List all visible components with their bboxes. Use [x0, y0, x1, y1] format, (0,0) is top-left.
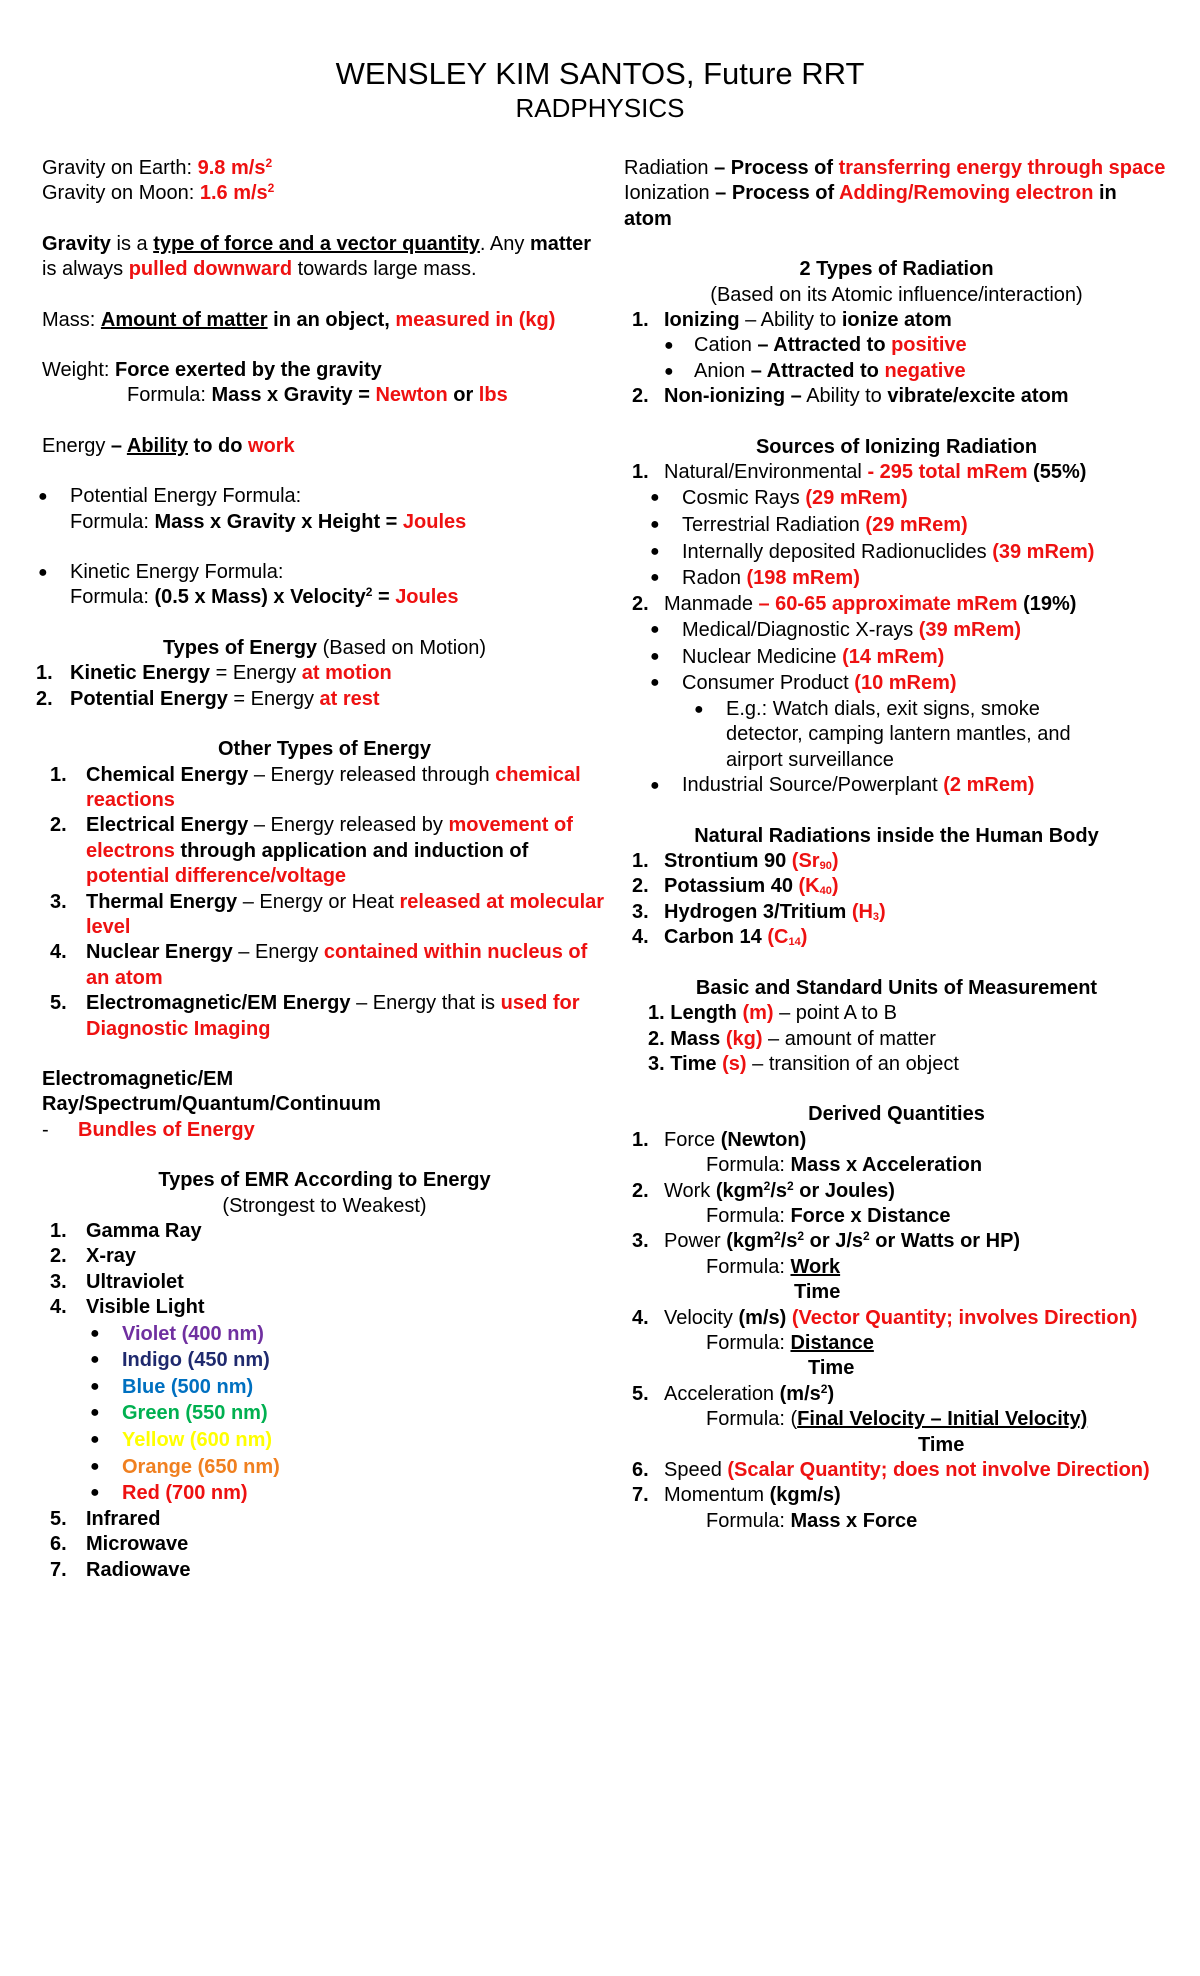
derived-acceleration: 5. Acceleration $(m/s^2)$ — [632, 1381, 835, 1405]
emr-label: Ultraviolet — [86, 1270, 184, 1293]
list-number: 2. — [50, 814, 67, 837]
symbol-close: ) — [831, 850, 839, 873]
bullet-icon: ● — [650, 542, 660, 560]
bullet-icon: ● — [90, 1484, 100, 1502]
types-of-energy-list — [36, 661, 607, 712]
source-item — [624, 539, 1169, 566]
list-number: 2. — [36, 687, 53, 710]
bullet-icon: ● — [90, 1351, 100, 1369]
list-number: 1. — [50, 763, 67, 786]
element-symbol — [799, 875, 839, 897]
visible-light-item — [42, 1480, 607, 1507]
list-number: 5. — [50, 1507, 67, 1530]
energy-text: – Energy released through — [248, 763, 496, 786]
visible-light-item — [42, 1400, 607, 1427]
unit-item — [648, 1052, 1169, 1077]
list-number: 1. — [36, 662, 53, 685]
element-symbol — [792, 850, 839, 872]
units-list — [624, 1001, 1169, 1077]
bullet-icon: ● — [650, 777, 660, 795]
unit-label: 1. Length — [648, 1002, 743, 1025]
symbol-text: (Sr — [791, 850, 820, 873]
potential-energy-item: ● Potential Energy Formula: Formula: Mass x Gravity x Height = Joules — [38, 485, 467, 533]
ionizing-item: 1. Ionizing – Ability to ionize atom — [632, 309, 952, 332]
source-item — [624, 617, 1169, 644]
symbol-subscript: 40 — [819, 885, 832, 898]
work-formula: Formula: Force x Distance — [706, 1204, 951, 1227]
list-number: 2. — [632, 875, 649, 898]
derived-speed: 6. Speed (Scalar Quantity; does not involve Direction) — [632, 1459, 1150, 1481]
visible-light-item — [42, 1321, 607, 1348]
power-formula-denominator: Time — [794, 1281, 841, 1304]
derived-force: 1. Force (Newton) — [632, 1128, 807, 1151]
symbol-text: (K — [798, 875, 820, 898]
emr-item — [42, 1532, 607, 1557]
energy-highlight: potential difference/voltage — [86, 865, 347, 888]
unit-item — [648, 1027, 1169, 1052]
bullet-icon: ● — [650, 569, 660, 587]
visible-light-item — [42, 1374, 607, 1401]
list-number: 6. — [50, 1533, 67, 1556]
em-title: Electromagnetic/EM Ray/Spectrum/Quantum/Continuum — [42, 1067, 381, 1116]
kinetic-energy-item: ● Kinetic Energy Formula: Formula: (0.5 x Mass) x Velocity$^2$ = Joules — [38, 561, 459, 609]
energy-highlight: at motion — [301, 662, 392, 685]
energy-highlight: released at molecular level — [86, 890, 605, 938]
source-label: Terrestrial Radiation — [682, 514, 866, 537]
source-value: (14 mRem) — [842, 645, 945, 668]
consumer-example: ● E.g.: Watch dials, exit signs, smoke detector, camping lantern mantles, and airport surveillance — [694, 698, 1071, 771]
derived-work: 2. Work ($kgm^2/s^2$ or Joules) — [632, 1178, 895, 1202]
acceleration-formula-denominator: Time — [918, 1433, 965, 1456]
source-label: Radon — [682, 567, 747, 590]
list-number: 1. — [50, 1220, 67, 1242]
bullet-icon: ● — [650, 647, 660, 665]
symbol-subscript: 14 — [788, 936, 801, 949]
element-symbol — [852, 901, 886, 923]
source-item — [624, 485, 1169, 512]
unit-symbol: (m) — [742, 1002, 774, 1025]
body-radiation-heading: Natural Radiations inside the Human Body — [694, 824, 1099, 847]
emr-label: Radiowave — [86, 1558, 191, 1581]
sources-heading: Sources of Ionizing Radiation — [755, 435, 1038, 458]
emr-label: Microwave — [86, 1533, 189, 1556]
derived-power: 3. Power ($kgm^2/s^2$ or $J/s^2$ or Watts or HP) — [632, 1229, 1021, 1253]
energy-term: Chemical Energy — [86, 763, 249, 786]
energy-text: through application and induction of — [174, 839, 529, 862]
list-number: 7. — [50, 1558, 67, 1581]
source-value: (39 mRem) — [918, 619, 1022, 642]
energy-term: Electromagnetic/EM Energy — [86, 992, 351, 1015]
right-column — [624, 156, 1169, 1534]
bullet-icon: ● — [650, 621, 660, 639]
radiation-definition: Radiation – Process of transferring energy through space — [624, 157, 1166, 179]
types-energy-item — [36, 661, 607, 686]
bullet-icon: ● — [650, 489, 660, 507]
page-title: WENSLEY KIM SANTOS, Future RRT — [335, 56, 865, 91]
unit-desc: – transition of an object — [746, 1052, 959, 1075]
body-radiation-list — [624, 849, 1169, 951]
symbol-close: ) — [800, 926, 808, 949]
source-item — [624, 644, 1169, 671]
source-value: (10 mRem) — [854, 672, 957, 695]
bullet-icon: ● — [90, 1377, 100, 1395]
anion-item: ● Anion – Attracted to negative — [624, 359, 1169, 384]
bullet-icon: ● — [90, 1324, 100, 1342]
emr-item — [42, 1558, 607, 1583]
unit-label: 2. Mass — [648, 1027, 726, 1050]
acceleration-formula: Formula: (Final Velocity – Initial Velocity) — [706, 1408, 1088, 1431]
weight-formula: Formula: Mass x Gravity = Newton or lbs — [127, 384, 508, 407]
left-column — [36, 156, 607, 1583]
emr-label: Visible Light — [86, 1296, 205, 1319]
energy-highlight: at rest — [319, 687, 380, 710]
energy-text: – Energy — [232, 941, 324, 964]
symbol-text: (H — [851, 900, 873, 923]
other-energy-item — [42, 890, 607, 941]
element-label: Hydrogen 3/Tritium — [664, 900, 852, 923]
emr-item — [42, 1219, 607, 1244]
list-number: 3. — [50, 1270, 67, 1293]
energy-term: Nuclear Energy — [86, 941, 233, 964]
element-label: Potassium 40 — [664, 875, 799, 898]
visible-light-label: Violet (400 nm) — [122, 1322, 264, 1345]
bullet-icon: ● — [650, 516, 660, 534]
source-item — [624, 565, 1169, 592]
list-number: 4. — [632, 926, 649, 949]
body-radiation-item — [624, 874, 1169, 899]
other-energy-item — [42, 763, 607, 814]
emr-label: Infrared — [86, 1507, 161, 1530]
body-radiation-item — [624, 849, 1169, 874]
list-number: 3. — [632, 900, 649, 923]
other-energy-list — [42, 763, 607, 1042]
momentum-formula: Formula: Mass x Force — [706, 1509, 918, 1532]
types-radiation-subheading: (Based on its Atomic influence/interaction) — [710, 283, 1083, 306]
page-subtitle: RADPHYSICS — [515, 93, 685, 123]
em-description: - Bundles of Energy — [42, 1118, 255, 1141]
bullet-icon: ● — [90, 1404, 100, 1422]
list-number: 2. — [50, 1245, 67, 1268]
bullet-icon: ● — [38, 564, 48, 582]
symbol-subscript: 90 — [819, 860, 832, 873]
list-number: 4. — [50, 941, 67, 964]
visible-light-item — [42, 1454, 607, 1481]
derived-velocity: 4. Velocity (m/s) (Vector Quantity; involves Direction) — [632, 1306, 1138, 1329]
body-radiation-item — [624, 925, 1169, 950]
velocity-formula: Formula: Distance — [706, 1331, 874, 1354]
source-label: Cosmic Rays — [682, 487, 806, 510]
unit-label: 3. Time — [648, 1052, 723, 1075]
bullet-icon: ● — [664, 362, 674, 380]
emr-item — [42, 1507, 607, 1532]
source-value: (29 mRem) — [865, 514, 968, 537]
other-energy-item — [42, 813, 607, 889]
element-label: Carbon 14 — [664, 926, 768, 949]
element-symbol — [767, 926, 807, 948]
visible-light-label: Green (550 nm) — [122, 1402, 268, 1425]
bullet-icon: ● — [650, 674, 660, 692]
bullet-icon: ● — [90, 1431, 100, 1448]
list-number: 3. — [50, 890, 67, 913]
emr-list — [42, 1219, 607, 1583]
emr-item — [42, 1295, 607, 1320]
visible-light-item — [42, 1427, 607, 1454]
weight-definition: Weight: Force exerted by the gravity — [42, 359, 382, 382]
symbol-close: ) — [831, 875, 839, 898]
cation-item: ● Cation – Attracted to positive — [624, 333, 1169, 358]
source-label: Consumer Product — [682, 672, 855, 695]
source-item — [624, 512, 1169, 539]
energy-highlight: contained within nucleus of an atom — [86, 941, 588, 989]
power-formula: Formula: Work — [706, 1255, 841, 1278]
manmade-source-item: 2. Manmade – 60-65 approximate mRem (19%) — [632, 592, 1077, 615]
source-label: Internally deposited Radionuclides — [682, 540, 993, 563]
derived-heading: Derived Quantities — [808, 1103, 985, 1126]
visible-light-label: Orange (650 nm) — [122, 1455, 280, 1478]
bullet-icon: ● — [694, 701, 704, 719]
manmade-sources-list — [624, 617, 1169, 697]
unit-desc: – amount of matter — [762, 1027, 936, 1050]
gravity-moon: Gravity on Moon: 1.6 $m/s^2$ — [42, 181, 275, 205]
emr-types-subheading: (Strongest to Weakest) — [222, 1194, 427, 1217]
symbol-text: (C — [767, 926, 789, 949]
energy-text: – Energy released by — [248, 814, 449, 837]
unit-symbol: (s) — [722, 1052, 747, 1075]
industrial-source-item: ● Industrial Source/Powerplant (2 mRem) — [624, 773, 1169, 798]
energy-term: Kinetic Energy — [70, 662, 211, 685]
ionization-definition: Ionization – Process of Adding/Removing electron in atom — [624, 182, 1117, 230]
natural-source-item: 1. Natural/Environmental - 295 total mRem (55%) — [632, 461, 1087, 484]
unit-symbol: (kg) — [725, 1027, 763, 1050]
derived-momentum: 7. Momentum (kgm/s) — [632, 1484, 841, 1507]
source-label: Medical/Diagnostic X-rays — [682, 619, 919, 642]
bullet-icon: ● — [38, 488, 48, 506]
other-energy-item — [42, 940, 607, 991]
types-of-energy-heading: Types of Energy (Based on Motion) — [162, 636, 487, 659]
other-energy-item — [42, 991, 607, 1042]
bullet-icon: ● — [664, 337, 674, 355]
energy-definition: Energy – Ability to do work — [42, 434, 295, 457]
source-value: (198 mRem) — [746, 567, 860, 590]
list-number: 4. — [50, 1296, 67, 1319]
list-number: 5. — [50, 992, 67, 1015]
visible-light-item — [42, 1347, 607, 1374]
mass-definition: Mass: Amount of matter in an object, measured in (kg) — [42, 308, 556, 331]
energy-highlight: used for Diagnostic Imaging — [86, 992, 580, 1040]
gravity-definition: Gravity is a type of force and a vector quantity. Any matter is always pulled downward towards large mass. — [42, 232, 592, 281]
types-radiation-heading: 2 Types of Radiation — [799, 258, 994, 281]
symbol-subscript: 3 — [872, 910, 880, 923]
element-label: Strontium 90 — [664, 850, 792, 873]
energy-text: – Energy or Heat — [237, 890, 400, 913]
visible-light-label: Indigo (450 nm) — [122, 1349, 270, 1372]
energy-term: Potential Energy — [70, 687, 228, 710]
force-formula: Formula: Mass x Acceleration — [706, 1154, 983, 1177]
source-label: Nuclear Medicine — [682, 645, 843, 668]
emr-types-heading: Types of EMR According to Energy — [158, 1169, 491, 1192]
bullet-icon: ● — [90, 1457, 100, 1475]
emr-item — [42, 1270, 607, 1295]
source-value: (29 mRem) — [805, 487, 908, 510]
natural-sources-list — [624, 485, 1169, 591]
types-energy-item — [36, 687, 607, 712]
other-energy-heading: Other Types of Energy — [217, 738, 431, 761]
visible-light-label: Red (700 nm) — [122, 1482, 248, 1505]
energy-text: – Energy that is — [350, 992, 501, 1015]
energy-text: = Energy — [210, 662, 302, 685]
gravity-earth: Gravity on Earth: 9.8 $m/s^2$ — [42, 156, 273, 179]
units-heading: Basic and Standard Units of Measurement — [695, 976, 1098, 999]
symbol-close: ) — [879, 900, 886, 923]
emr-item — [42, 1244, 607, 1269]
unit-desc: – point A to B — [773, 1002, 897, 1025]
energy-highlight: movement of electrons — [86, 814, 573, 862]
visible-light-label: Blue (500 nm) — [122, 1375, 254, 1398]
velocity-formula-denominator: Time — [808, 1357, 855, 1380]
energy-highlight: chemical reactions — [86, 763, 581, 811]
emr-label: Gamma Ray — [86, 1220, 202, 1242]
emr-label: X-ray — [86, 1245, 137, 1268]
energy-term: Electrical Energy — [86, 814, 249, 837]
source-item — [624, 670, 1169, 697]
source-value: (39 mRem) — [992, 540, 1095, 563]
energy-text: = Energy — [227, 687, 320, 710]
body-radiation-item — [624, 900, 1169, 925]
visible-light-label: Yellow (600 nm) — [122, 1429, 273, 1451]
unit-item — [648, 1001, 1169, 1026]
energy-term: Thermal Energy — [86, 890, 238, 913]
nonionizing-item: 2. Non-ionizing – Ability to vibrate/excite atom — [632, 385, 1069, 408]
list-number: 1. — [632, 850, 649, 873]
